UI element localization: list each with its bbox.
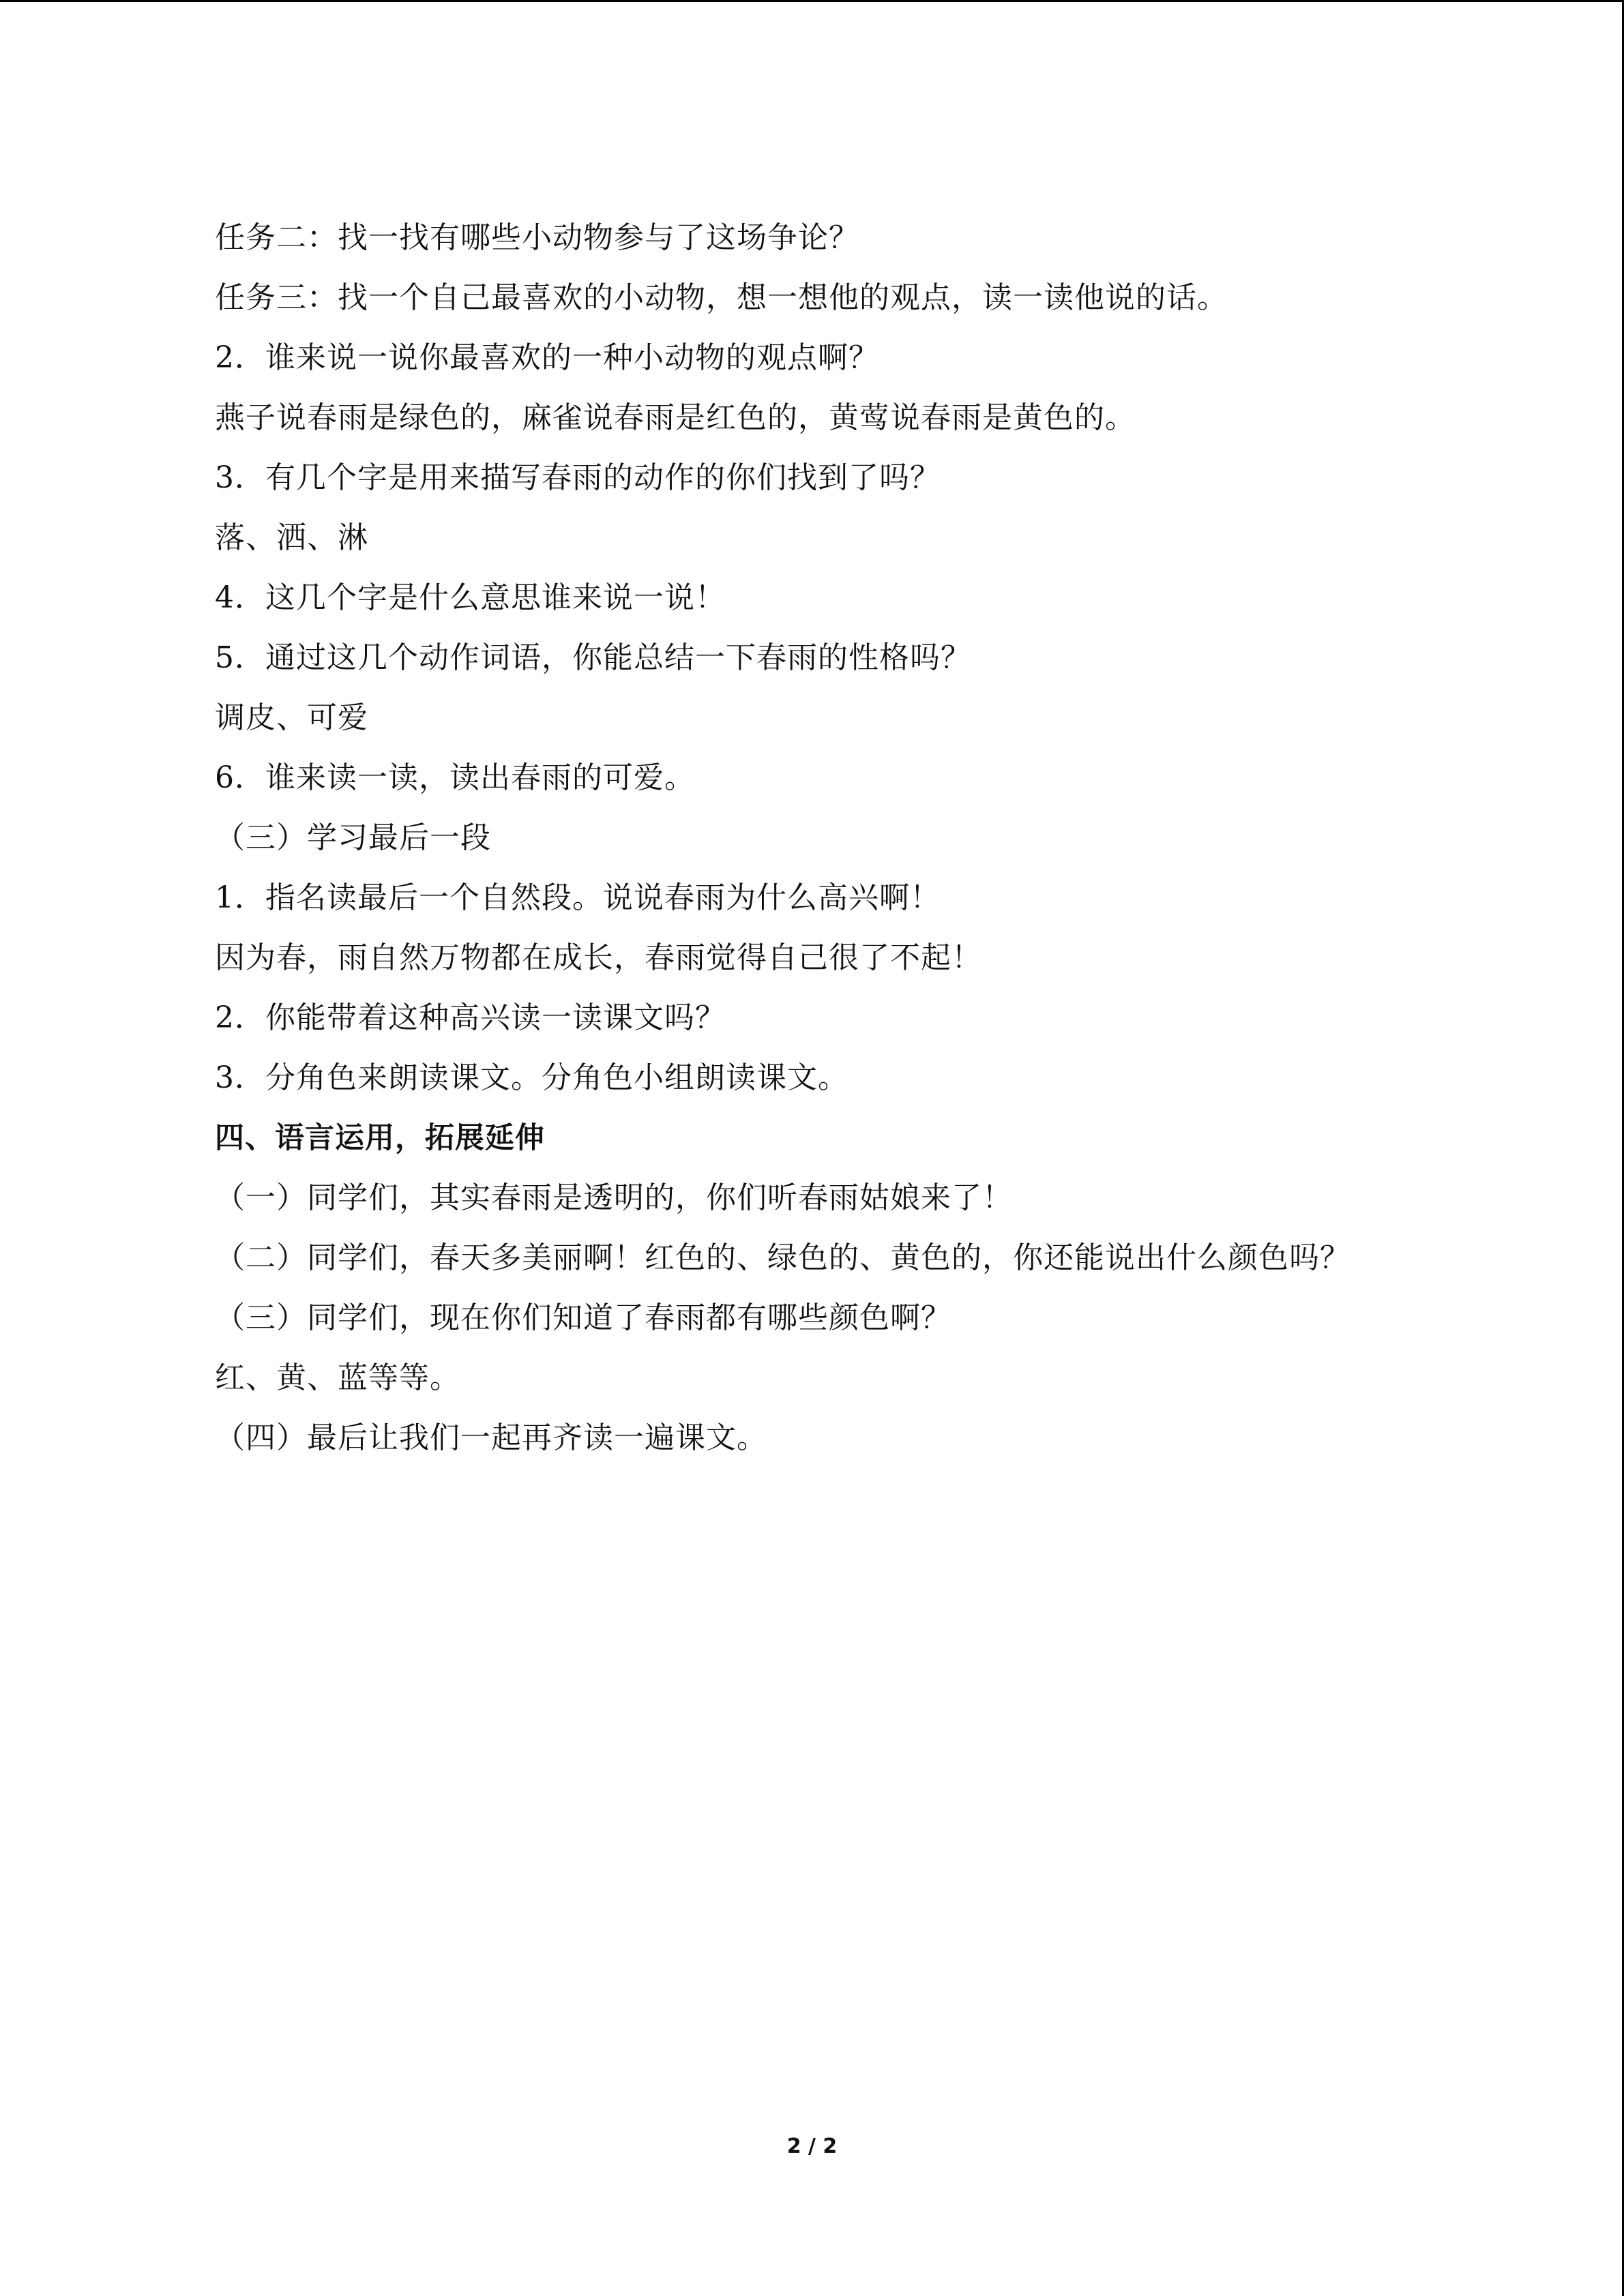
extension-item-4: （四）最后让我们一起再齐读一遍课文。	[215, 1420, 767, 1455]
question-6: 6．谁来读一读，读出春雨的可爱。	[215, 760, 695, 795]
answer-3: 落、洒、淋	[215, 520, 368, 555]
page-top-border	[0, 0, 1624, 2]
document-body	[215, 208, 1443, 1468]
extension-item-1: （一）同学们，其实春雨是透明的，你们听春雨姑娘来了！	[215, 1180, 1013, 1215]
answer-2: 燕子说春雨是绿色的，麻雀说春雨是红色的，黄莺说春雨是黄色的。	[215, 400, 1136, 435]
question-2: 2．谁来说一说你最喜欢的一种小动物的观点啊？	[215, 340, 879, 375]
answer-5: 调皮、可爱	[215, 700, 368, 735]
section-four-heading: 四、语言运用，拓展延伸	[215, 1121, 545, 1155]
final-question-3: 3．分角色来朗读课文。分角色小组朗读课文。	[215, 1060, 848, 1095]
final-answer-1: 因为春，雨自然万物都在成长，春雨觉得自己很了不起！	[215, 940, 982, 975]
question-3: 3．有几个字是用来描写春雨的动作的你们找到了吗？	[215, 460, 941, 495]
question-5: 5．通过这几个动作词语，你能总结一下春雨的性格吗？	[215, 640, 971, 675]
task-three-line: 任务三：找一个自己最喜欢的小动物，想一想他的观点，读一读他说的话。	[215, 280, 1228, 315]
final-question-2: 2．你能带着这种高兴读一读课文吗？	[215, 1000, 726, 1035]
extension-item-3: （三）同学们，现在你们知道了春雨都有哪些颜色啊？	[215, 1300, 951, 1335]
page-number: 2 / 2	[786, 2134, 838, 2158]
question-4: 4．这几个字是什么意思谁来说一说！	[215, 580, 726, 615]
section-three-title: （三）学习最后一段	[215, 820, 491, 855]
final-question-1: 1．指名读最后一个自然段。说说春雨为什么高兴啊！	[215, 880, 941, 915]
task-two-line: 任务二：找一找有哪些小动物参与了这场争论？	[215, 220, 859, 255]
extension-answer-3: 红、黄、蓝等等。	[215, 1360, 460, 1395]
extension-item-2: （二）同学们，春天多美丽啊！红色的、绿色的、黄色的，你还能说出什么颜色吗？	[215, 1240, 1350, 1275]
